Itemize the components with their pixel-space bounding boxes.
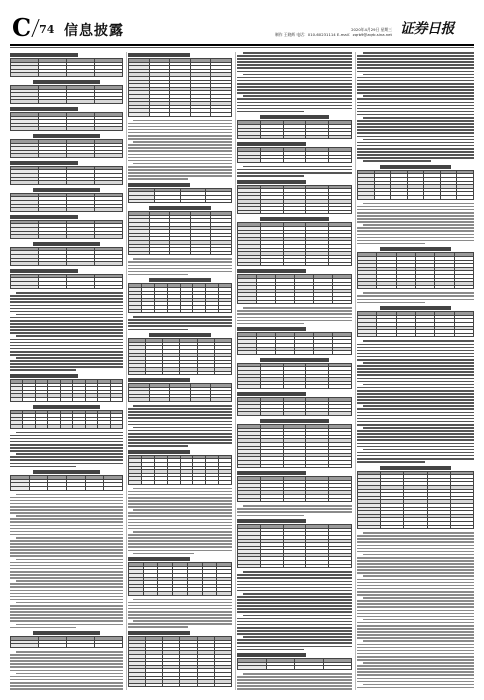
- data-table: [237, 476, 352, 502]
- table-caption: [128, 631, 190, 635]
- data-table: [357, 311, 474, 337]
- table-caption: [237, 392, 306, 396]
- table-caption: [380, 466, 450, 470]
- text-paragraph: [128, 405, 232, 447]
- table-caption: [149, 333, 211, 337]
- data-table: [10, 410, 123, 429]
- column-3: [237, 52, 352, 690]
- page-code: [12, 13, 55, 42]
- data-table: [237, 332, 352, 355]
- table-caption: [237, 471, 306, 475]
- data-table: [357, 252, 474, 289]
- text-paragraph: [237, 307, 352, 324]
- data-table: [10, 379, 123, 402]
- column-divider: [126, 52, 127, 690]
- table-caption: [237, 327, 306, 331]
- text-paragraph: [128, 120, 232, 180]
- masthead: [0, 0, 484, 44]
- text-paragraph: [357, 340, 474, 462]
- table-caption: [380, 306, 450, 310]
- data-table: [10, 58, 123, 77]
- data-table: [237, 363, 352, 389]
- masthead-info: [272, 27, 392, 37]
- data-table: [357, 170, 474, 200]
- table-caption: [380, 165, 450, 169]
- data-table: [10, 220, 123, 239]
- page-number: 74: [39, 23, 55, 36]
- data-table: [128, 383, 232, 402]
- data-table: [237, 397, 352, 416]
- table-caption: [128, 53, 190, 57]
- text-paragraph: [237, 505, 352, 516]
- table-caption: [10, 107, 78, 111]
- table-caption: [10, 215, 78, 219]
- text-paragraph: [128, 316, 232, 330]
- table-caption: [260, 115, 329, 119]
- data-table: [237, 120, 352, 139]
- data-table: [128, 562, 232, 595]
- text-paragraph: [128, 488, 232, 555]
- data-table: [10, 139, 123, 158]
- table-caption: [260, 358, 329, 362]
- text-paragraph: [237, 166, 352, 177]
- data-table: [10, 247, 123, 266]
- text-paragraph: [357, 203, 474, 245]
- table-caption: [380, 247, 450, 251]
- contact-line: 制作 王晓辉 电话：010-60231114 E-mail：zqrb9@zqrb.sina.net: [274, 32, 392, 38]
- text-paragraph: [357, 292, 474, 303]
- data-table: [237, 222, 352, 266]
- table-caption: [237, 269, 306, 273]
- column-2: [128, 52, 232, 690]
- data-table: [128, 58, 232, 117]
- data-table: [237, 274, 352, 304]
- date-line: 2020年4月29日 星期三: [351, 27, 392, 32]
- section-title: 信息披露: [64, 23, 124, 39]
- table-caption: [10, 53, 78, 57]
- table-caption: [237, 180, 306, 184]
- data-table: [357, 471, 474, 530]
- data-table: [10, 636, 123, 648]
- column-divider: [235, 52, 236, 690]
- text-paragraph: [357, 532, 474, 690]
- data-table: [128, 455, 232, 485]
- data-table: [10, 85, 123, 104]
- table-caption: [10, 374, 78, 378]
- table-caption: [237, 653, 306, 657]
- data-table: [10, 274, 123, 289]
- text-paragraph: [10, 651, 123, 690]
- data-table: [128, 283, 232, 313]
- data-table: [128, 188, 232, 203]
- data-table: [237, 658, 352, 670]
- data-table: [128, 636, 232, 687]
- header-rule: [10, 44, 474, 46]
- text-paragraph: [10, 494, 123, 629]
- text-paragraph: [10, 432, 123, 468]
- text-paragraph: [237, 571, 352, 650]
- data-table: [237, 185, 352, 215]
- table-caption: [33, 188, 101, 192]
- table-caption: [149, 206, 211, 210]
- data-table: [237, 147, 352, 162]
- text-paragraph: [237, 52, 352, 112]
- table-caption: [128, 450, 190, 454]
- text-paragraph: [237, 673, 352, 690]
- text-paragraph: [10, 292, 123, 371]
- data-table: [10, 166, 123, 185]
- brand-logo: 证券日报: [400, 21, 454, 37]
- table-caption: [149, 278, 211, 282]
- table-caption: [33, 631, 101, 635]
- data-table: [237, 524, 352, 568]
- data-table: [10, 112, 123, 131]
- text-paragraph: [128, 599, 232, 628]
- data-table: [237, 424, 352, 468]
- column-divider: [355, 52, 356, 690]
- table-caption: [10, 161, 78, 165]
- data-table: [10, 193, 123, 212]
- column-1: [10, 52, 123, 690]
- table-caption: [33, 242, 101, 246]
- table-caption: [33, 470, 101, 474]
- data-table: [128, 211, 232, 255]
- data-table: [128, 338, 232, 375]
- text-paragraph: [128, 258, 232, 275]
- table-caption: [33, 405, 101, 409]
- data-table: [10, 475, 123, 490]
- article-columns: [10, 52, 474, 690]
- table-caption: [260, 419, 329, 423]
- header-rule-thin: [10, 47, 474, 48]
- page-letter: C: [12, 13, 32, 42]
- table-caption: [260, 217, 329, 221]
- table-caption: [128, 378, 190, 382]
- table-caption: [128, 557, 190, 561]
- table-caption: [237, 142, 306, 146]
- table-caption: [33, 80, 101, 84]
- text-paragraph: [357, 52, 474, 162]
- table-caption: [128, 183, 190, 187]
- table-caption: [33, 134, 101, 138]
- table-caption: [10, 269, 78, 273]
- column-4: [357, 52, 474, 690]
- table-caption: [237, 519, 306, 523]
